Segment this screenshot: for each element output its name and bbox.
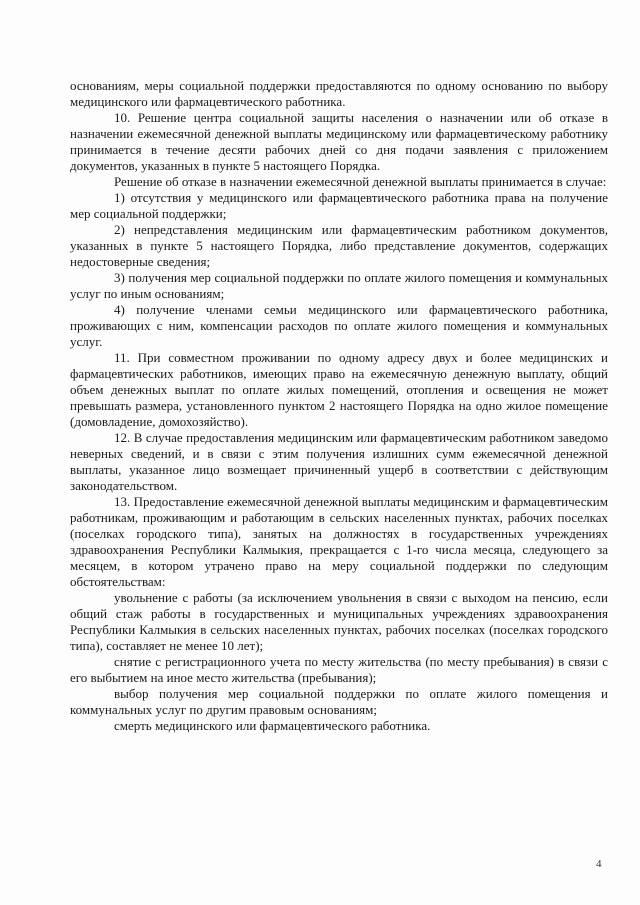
paragraph-refusal-2: 2) непредставления медицинским или фармацевтическим работником документов, указанных в пункте 5 настоящего Порядка, либо представление документов, содержащих недостоверные сведения; (70, 222, 608, 269)
paragraph-refusal-4: 4) получение членами семьи медицинского или фармацевтического работника, проживающих с ним, компенсации расходов по оплате жилого помещения и коммунальных услуг. (70, 302, 608, 349)
paragraph-refusal-3: 3) получения мер социальной поддержки по оплате жилого помещения и коммунальных услуг по иным основаниям; (70, 270, 608, 301)
paragraph-dismissal: увольнение с работы (за исключением увольнения в связи с выходом на пенсию, если общий стаж работы в государственных и муниципальных учреждениях здравоохранения Республики Калмыкия в сельских населенных пунктах, рабочих поселках (поселках городского типа), составляет не менее 10 лет); (70, 590, 608, 653)
paragraph-item-10: 10. Решение центра социальной защиты населения о назначении или об отказе в назначении ежемесячной денежной выплаты медицинскому или фармацевтическому работнику принимается в течение десяти рабочих дней со дня подачи заявления с приложением документов, указанных в пункте 5 настоящего Порядка. (70, 110, 608, 173)
paragraph-refusal-1: 1) отсутствия у медицинского или фармацевтического работника права на получение мер социальной поддержки; (70, 190, 608, 221)
paragraph-other-grounds: выбор получения мер социальной поддержки по оплате жилого помещения и коммунальных услуг по другим правовым основаниям; (70, 686, 608, 717)
page-number: 4 (596, 858, 602, 870)
paragraph-deregistration: снятие с регистрационного учета по месту жительства (по месту пребывания) в связи с его выбытием на иное место жительства (пребывания); (70, 654, 608, 685)
paragraph-item-13: 13. Предоставление ежемесячной денежной выплаты медицинским и фармацевтическим работникам, проживающим и работающим в сельских населенных пунктах, рабочих поселках (поселках городского типа), занятых на должностях в государственных учреждениях здравоохранения Республики Калмыкия, прекращается с 1-го числа месяца, следующего за месяцем, в котором утрачено право на меру социальной поддержки по следующим обстоятельствам: (70, 494, 608, 589)
paragraph-continuation: основаниям, меры социальной поддержки предоставляются по одному основанию по выбору медицинского или фармацевтического работника. (70, 78, 608, 109)
paragraph-item-12: 12. В случае предоставления медицинским или фармацевтическим работником заведомо неверных сведений, и в связи с этим получения излишних сумм ежемесячной денежной выплаты, указанное лицо возмещает причиненный ущерб в соответствии с действующим законодательством. (70, 430, 608, 493)
paragraph-death: смерть медицинского или фармацевтического работника. (114, 718, 431, 733)
paragraph-item-11: 11. При совместном проживании по одному адресу двух и более медицинских и фармацевтических работников, имеющих право на ежемесячную денежную выплату, общий объем денежных выплат по оплате жилых помещений, отопления и освещения не может превышать размера, установленного пунктом 2 настоящего Порядка на одно жилое помещение (домовладение, домохозяйство). (70, 350, 608, 429)
document-body (70, 78, 608, 734)
paragraph-refusal-intro: Решение об отказе в назначении ежемесячной денежной выплаты принимается в случае: (114, 174, 607, 189)
